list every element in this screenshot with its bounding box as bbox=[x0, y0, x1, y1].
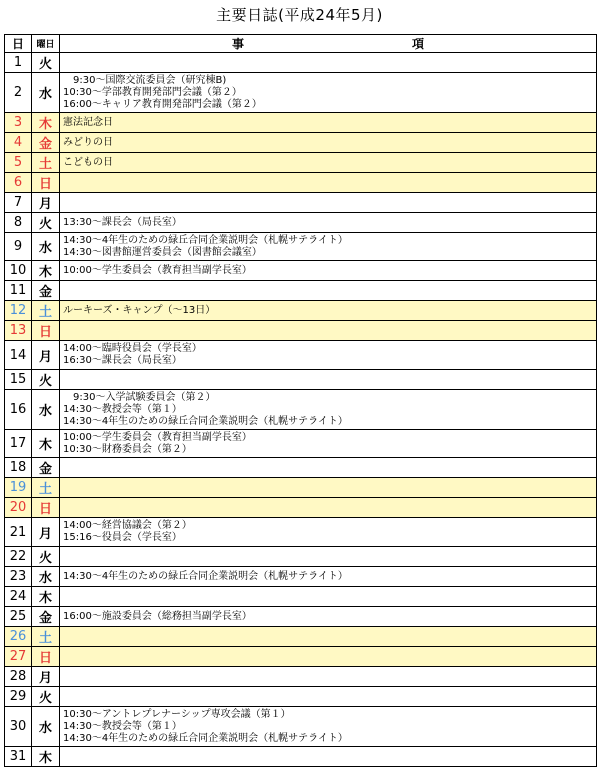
event-line: こどもの日 bbox=[63, 156, 113, 168]
events-cell bbox=[60, 133, 597, 153]
day-cell: 14 bbox=[5, 341, 32, 370]
event-line: 14:30～図書館運営委員会（図書館会議室） bbox=[63, 246, 262, 258]
table-row bbox=[5, 478, 597, 498]
schedule-table bbox=[4, 34, 597, 767]
day-cell: 10 bbox=[5, 261, 32, 281]
day-cell: 18 bbox=[5, 458, 32, 478]
table-row bbox=[5, 627, 597, 647]
day-cell: 27 bbox=[5, 647, 32, 667]
table-row bbox=[5, 213, 597, 233]
weekday-cell: 火 bbox=[32, 370, 60, 390]
table-row bbox=[5, 458, 597, 478]
day-cell: 21 bbox=[5, 518, 32, 547]
event-line: 14:00～臨時役員会（学長室） bbox=[63, 343, 202, 354]
day-cell: 22 bbox=[5, 547, 32, 567]
weekday-cell: 金 bbox=[32, 281, 60, 301]
table-row bbox=[5, 113, 597, 133]
events-cell bbox=[60, 341, 597, 370]
day-cell: 19 bbox=[5, 478, 32, 498]
events-cell bbox=[60, 321, 597, 341]
day-cell: 2 bbox=[5, 73, 32, 113]
day-cell: 24 bbox=[5, 587, 32, 607]
event-line: 9:30～入学試験委員会（第２） bbox=[63, 391, 216, 403]
events-cell bbox=[60, 647, 597, 667]
weekday-cell: 火 bbox=[32, 547, 60, 567]
weekday-cell: 土 bbox=[32, 301, 60, 321]
events-cell bbox=[60, 113, 597, 133]
table-row bbox=[5, 430, 597, 458]
table-row bbox=[5, 193, 597, 213]
day-cell: 12 bbox=[5, 301, 32, 321]
weekday-cell: 土 bbox=[32, 478, 60, 498]
events-cell bbox=[60, 73, 597, 113]
weekday-cell: 日 bbox=[32, 498, 60, 518]
weekday-cell: 水 bbox=[32, 567, 60, 587]
event-line: 14:30～教授会等（第１） bbox=[63, 403, 182, 415]
event-line: 14:30～4年生のための緑丘合同企業説明会（札幌サテライト） bbox=[63, 234, 348, 246]
event-line: 16:00～キャリア教育開発部門会議（第２） bbox=[63, 98, 262, 110]
day-cell: 28 bbox=[5, 667, 32, 687]
header-row bbox=[5, 35, 597, 53]
header-events: 事 項 bbox=[60, 35, 597, 53]
events-cell bbox=[60, 233, 597, 261]
day-cell: 29 bbox=[5, 687, 32, 707]
events-cell bbox=[60, 478, 597, 498]
event-line: 14:30～教授会等（第１） bbox=[63, 720, 182, 732]
events-cell bbox=[60, 213, 597, 233]
weekday-cell: 水 bbox=[32, 233, 60, 261]
event-line: 14:00～経営協議会（第２） bbox=[63, 520, 192, 531]
events-cell bbox=[60, 687, 597, 707]
weekday-cell: 月 bbox=[32, 341, 60, 370]
events-cell bbox=[60, 390, 597, 430]
weekday-cell: 水 bbox=[32, 390, 60, 430]
events-cell bbox=[60, 281, 597, 301]
table-row bbox=[5, 518, 597, 547]
weekday-cell: 木 bbox=[32, 587, 60, 607]
event-line: 13:30～課長会（局長室） bbox=[63, 216, 182, 228]
events-cell bbox=[60, 261, 597, 281]
day-cell: 23 bbox=[5, 567, 32, 587]
table-row bbox=[5, 498, 597, 518]
events-cell bbox=[60, 370, 597, 390]
table-row bbox=[5, 747, 597, 767]
weekday-cell: 金 bbox=[32, 458, 60, 478]
events-cell bbox=[60, 587, 597, 607]
day-cell: 25 bbox=[5, 607, 32, 627]
event-line: 9:30～国際交流委員会（研究棟B) bbox=[63, 74, 227, 86]
events-cell bbox=[60, 193, 597, 213]
day-cell: 13 bbox=[5, 321, 32, 341]
table-row bbox=[5, 261, 597, 281]
table-row bbox=[5, 233, 597, 261]
events-cell bbox=[60, 518, 597, 547]
schedule-body bbox=[5, 53, 597, 767]
day-cell: 17 bbox=[5, 430, 32, 458]
event-line: 10:00～学生委員会（教育担当副学長室） bbox=[63, 264, 252, 276]
events-cell bbox=[60, 547, 597, 567]
table-row bbox=[5, 587, 597, 607]
weekday-cell: 日 bbox=[32, 173, 60, 193]
events-cell bbox=[60, 667, 597, 687]
weekday-cell: 火 bbox=[32, 687, 60, 707]
day-cell: 16 bbox=[5, 390, 32, 430]
day-cell: 20 bbox=[5, 498, 32, 518]
table-row bbox=[5, 133, 597, 153]
event-line: 10:30～学部教育開発部門会議（第２） bbox=[63, 86, 242, 98]
event-line: 16:30～課長会（局長室） bbox=[63, 355, 182, 366]
day-cell: 3 bbox=[5, 113, 32, 133]
event-line: 15:16～役員会（学長室） bbox=[63, 532, 182, 543]
events-cell bbox=[60, 627, 597, 647]
weekday-cell: 水 bbox=[32, 707, 60, 747]
events-cell bbox=[60, 747, 597, 767]
header-weekday: 曜日 bbox=[32, 35, 60, 53]
weekday-cell: 火 bbox=[32, 53, 60, 73]
day-cell: 31 bbox=[5, 747, 32, 767]
table-row bbox=[5, 607, 597, 627]
events-cell bbox=[60, 173, 597, 193]
events-cell bbox=[60, 430, 597, 458]
table-row bbox=[5, 370, 597, 390]
header-day: 日 bbox=[5, 35, 32, 53]
event-line: 14:30～4年生のための緑丘合同企業説明会（札幌サテライト） bbox=[63, 570, 348, 582]
table-row bbox=[5, 547, 597, 567]
table-row bbox=[5, 281, 597, 301]
table-row bbox=[5, 321, 597, 341]
weekday-cell: 月 bbox=[32, 667, 60, 687]
events-cell bbox=[60, 607, 597, 627]
event-line: 16:00～施設委員会（総務担当副学長室） bbox=[63, 610, 252, 622]
weekday-cell: 水 bbox=[32, 73, 60, 113]
day-cell: 30 bbox=[5, 707, 32, 747]
table-row bbox=[5, 707, 597, 747]
table-row bbox=[5, 647, 597, 667]
day-cell: 6 bbox=[5, 173, 32, 193]
event-line: 14:30～4年生のための緑丘合同企業説明会（札幌サテライト） bbox=[63, 415, 348, 427]
day-cell: 9 bbox=[5, 233, 32, 261]
weekday-cell: 月 bbox=[32, 518, 60, 547]
event-line: 憲法記念日 bbox=[63, 116, 113, 128]
day-cell: 1 bbox=[5, 53, 32, 73]
day-cell: 4 bbox=[5, 133, 32, 153]
table-row bbox=[5, 153, 597, 173]
event-line: 10:00～学生委員会（教育担当副学長室） bbox=[63, 431, 252, 443]
weekday-cell: 木 bbox=[32, 747, 60, 767]
weekday-cell: 木 bbox=[32, 430, 60, 458]
page-title: 主要日誌(平成24年5月) bbox=[216, 6, 383, 24]
event-line: ルーキーズ・キャンプ（～13日） bbox=[63, 304, 216, 316]
table-row bbox=[5, 390, 597, 430]
table-row bbox=[5, 687, 597, 707]
weekday-cell: 木 bbox=[32, 113, 60, 133]
weekday-cell: 日 bbox=[32, 321, 60, 341]
day-cell: 15 bbox=[5, 370, 32, 390]
table-row bbox=[5, 301, 597, 321]
table-row bbox=[5, 53, 597, 73]
day-cell: 11 bbox=[5, 281, 32, 301]
weekday-cell: 木 bbox=[32, 261, 60, 281]
event-line: 10:30～アントレプレナーシップ専攻会議（第１） bbox=[63, 708, 291, 720]
event-line: 10:30～財務委員会（第２） bbox=[63, 443, 192, 455]
day-cell: 26 bbox=[5, 627, 32, 647]
day-cell: 5 bbox=[5, 153, 32, 173]
weekday-cell: 土 bbox=[32, 627, 60, 647]
events-cell bbox=[60, 498, 597, 518]
weekday-cell: 金 bbox=[32, 607, 60, 627]
event-line: 14:30～4年生のための緑丘合同企業説明会（札幌サテライト） bbox=[63, 732, 348, 744]
weekday-cell: 月 bbox=[32, 193, 60, 213]
event-line: みどりの日 bbox=[63, 136, 113, 148]
table-row bbox=[5, 73, 597, 113]
events-cell bbox=[60, 153, 597, 173]
weekday-cell: 火 bbox=[32, 213, 60, 233]
day-cell: 8 bbox=[5, 213, 32, 233]
weekday-cell: 土 bbox=[32, 153, 60, 173]
table-row bbox=[5, 567, 597, 587]
table-row bbox=[5, 667, 597, 687]
table-row bbox=[5, 341, 597, 370]
events-cell bbox=[60, 707, 597, 747]
events-cell bbox=[60, 301, 597, 321]
events-cell bbox=[60, 53, 597, 73]
events-cell bbox=[60, 567, 597, 587]
weekday-cell: 金 bbox=[32, 133, 60, 153]
events-cell bbox=[60, 458, 597, 478]
weekday-cell: 日 bbox=[32, 647, 60, 667]
day-cell: 7 bbox=[5, 193, 32, 213]
table-row bbox=[5, 173, 597, 193]
